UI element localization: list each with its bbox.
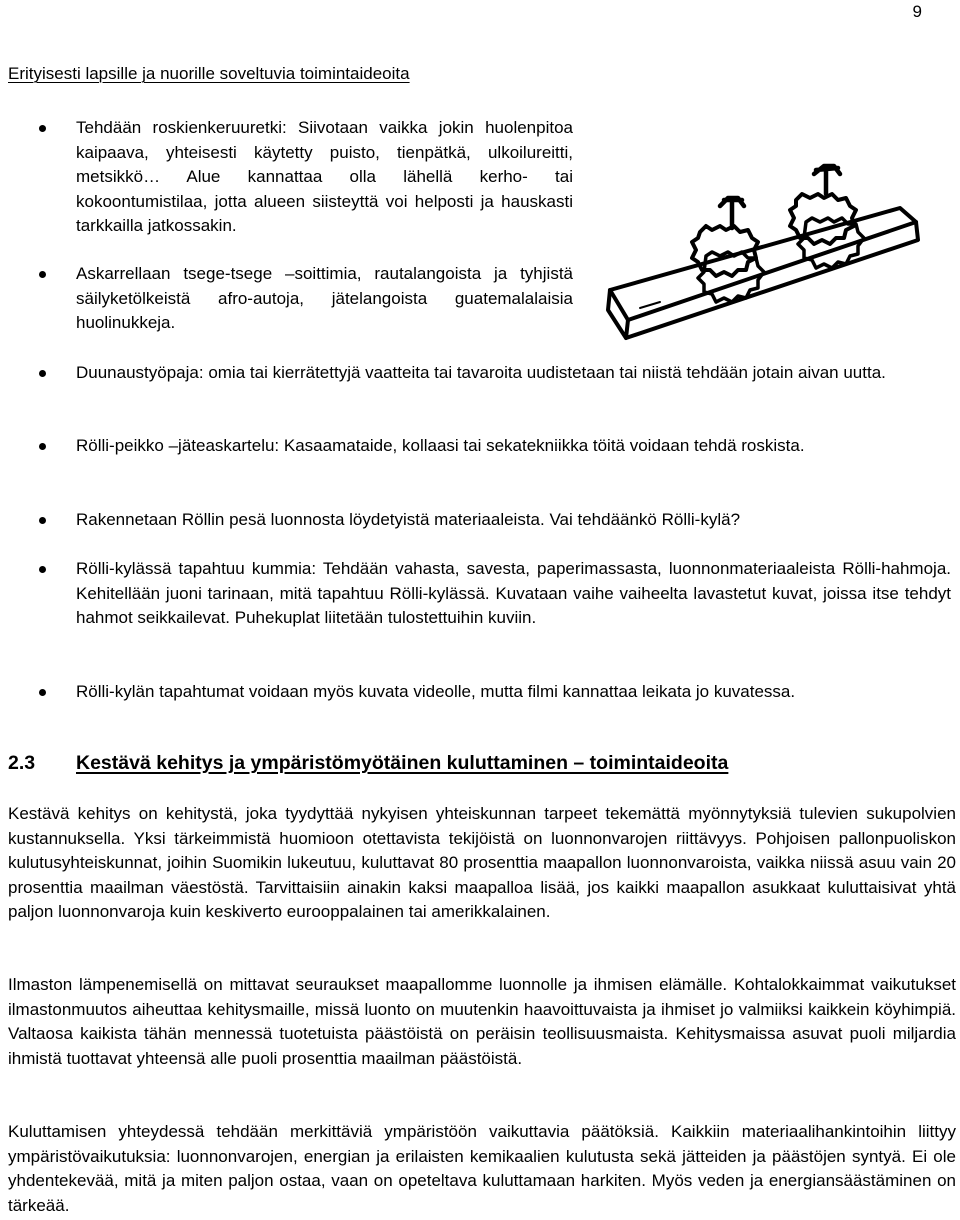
subsection-number: 2.3 bbox=[8, 752, 36, 774]
list-item: Tehdään roskienkeruuretki: Siivotaan vaikka jokin huolenpitoa kaipaava, yhteisesti käytetty puisto, tienpätkä, ulkoilureitti, metsikkö… Alue kannattaa olla lähellä kerho- tai kokoontumistilaa, jotta alueen siisteyttä voi helposti ja hauskasti tarkkailla jatkossakin. bbox=[76, 116, 573, 239]
list-item: Askarrellaan tsege-tsege –soittimia, rautalangoista ja tyhjistä säilyketölkeistä afro-autoja, jätelangoista guatemalalaisia huolinukkeja. bbox=[76, 262, 573, 336]
subsection-title: Kestävä kehitys ja ympäristömyötäinen kuluttaminen – toimintaideoita bbox=[76, 752, 729, 774]
list-item: Rölli-kylässä tapahtuu kummia: Tehdään vahasta, savesta, paperimassasta, luonnonmateriaaleista Rölli-hahmoja. Kehitellään juoni tarinaan, mitä tapahtuu Rölli-kylässä. Kuvataan vaihe vaiheelta lavastetut kuvat, joissa itse tehdyt hahmot seikkailevat. Puhekuplat liitetään tulostettuihin kuviin. bbox=[76, 557, 951, 631]
list-item: Rölli-peikko –jäteaskartelu: Kasaamataide, kollaasi tai sekatekniikka töitä voidaan tehdä roskista. bbox=[76, 434, 951, 459]
paragraph: Kestävä kehitys on kehitystä, joka tyydyttää nykyisen yhteiskunnan tarpeet tekemättä myönnytyksiä tulevien sukupolvien kustannuksella. Yksi tärkeimmistä huomioon otettavista tekijöistä on luonnonvarojen riittävyys. Pohjoisen pallonpuoliskon kulutusyhteiskunnat, joihin Suomikin lukeutuu, kuluttavat 80 prosenttia maapallon luonnonvaroista, vaikka niissä asuu vain 20 prosenttia maailman väestöstä. Tarvittaisiin ainakin kaksi maapalloa lisää, jos kaikki maapallon asukkaat kuluttaisivat yhtä paljon luonnonvaroja kuin keskiverto eurooppalainen tai amerikkalainen. bbox=[8, 804, 956, 921]
paragraph: Ilmaston lämpenemisellä on mittavat seuraukset maapallomme luonnolle ja ihmisen elämälle. Kohtalokkaimmat vaikutukset ilmastonmuutos aiheuttaa kehitysmaille, missä luonto on muutenkin haavoittuvaista ja ihmiset jo valmiiksi kaikkein köyhimpiä. Valtaosa kaikista tähän mennessä tuotetuista päästöistä on peräisin teollisuusmaista. Kehitysmaissa asuvat puoli miljardia ihmistä tuottavat yhteensä alle puoli prosenttia maailman päästöistä. bbox=[8, 975, 956, 1068]
section-heading: Erityisesti lapsille ja nuorille soveltuvia toimintaideoita bbox=[8, 64, 410, 83]
page-number: 9 bbox=[912, 2, 922, 21]
paragraph: Kuluttamisen yhteydessä tehdään merkittäviä ympäristöön vaikuttavia päätöksiä. Kaikkiin materiaalihankintoihin liittyy ympäristövaikutuksia: luonnonvarojen, energian ja erilaisten kemikaalien kulutusta sekä jätteiden ja päästöjen syntyä. Ei ole yhdentekevää, mitä ja miten paljon ostaa, vaan on opeteltava kuluttamaan harkiten. Myös veden ja energiansäästäminen on tärkeää. bbox=[8, 1122, 956, 1215]
list-item: Duunaustyöpaja: omia tai kierrätettyjä vaatteita tai tavaroita uudistetaan tai niistä tehdään jotain aivan uutta. bbox=[76, 361, 951, 386]
list-item: Rölli-kylän tapahtumat voidaan myös kuvata videolle, mutta filmi kannattaa leikata jo kuvatessa. bbox=[76, 680, 951, 705]
list-item: Rakennetaan Röllin pesä luonnosta löydetyistä materiaaleista. Vai tehdäänkö Rölli-kylä? bbox=[76, 508, 951, 533]
tsege-tsege-instrument-illustration bbox=[600, 160, 940, 350]
